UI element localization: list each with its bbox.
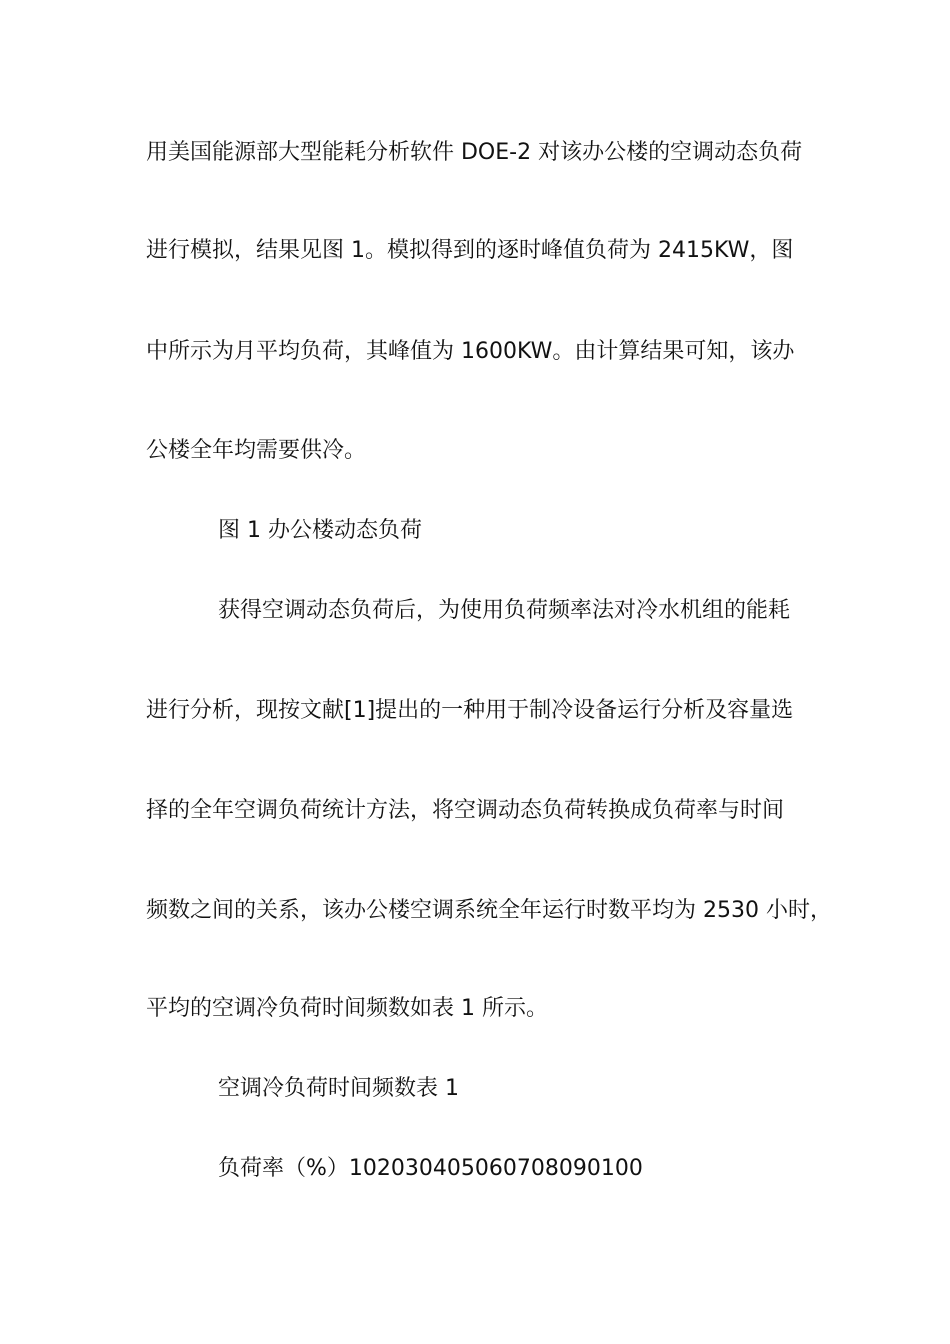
paragraph-2-line-1: 获得空调动态负荷后，为使用负荷频率法对冷水机组的能耗 — [218, 598, 791, 623]
table-header-row: 负荷率（%）102030405060708090100 — [218, 1156, 643, 1181]
paragraph-line-4: 公楼全年均需要供冷。 — [146, 438, 367, 463]
paragraph-line-3: 中所示为月平均负荷，其峰值为 1600KW。由计算结果可知，该办 — [146, 339, 795, 364]
figure-caption: 图 1 办公楼动态负荷 — [218, 518, 422, 543]
paragraph-line-1: 用美国能源部大型能耗分析软件 DOE-2 对该办公楼的空调动态负荷 — [146, 140, 803, 165]
paragraph-2-line-2: 进行分析，现按文献[1]提出的一种用于制冷设备运行分析及容量选 — [146, 698, 794, 723]
paragraph-2-line-5: 平均的空调冷负荷时间频数如表 1 所示。 — [146, 996, 548, 1021]
paragraph-2-line-4: 频数之间的关系，该办公楼空调系统全年运行时数平均为 2530 小时， — [146, 898, 832, 923]
paragraph-2-line-3: 择的全年空调负荷统计方法，将空调动态负荷转换成负荷率与时间 — [146, 798, 785, 823]
paragraph-line-2: 进行模拟，结果见图 1。模拟得到的逐时峰值负荷为 2415KW，图 — [146, 238, 794, 263]
table-caption: 空调冷负荷时间频数表 1 — [218, 1076, 459, 1101]
